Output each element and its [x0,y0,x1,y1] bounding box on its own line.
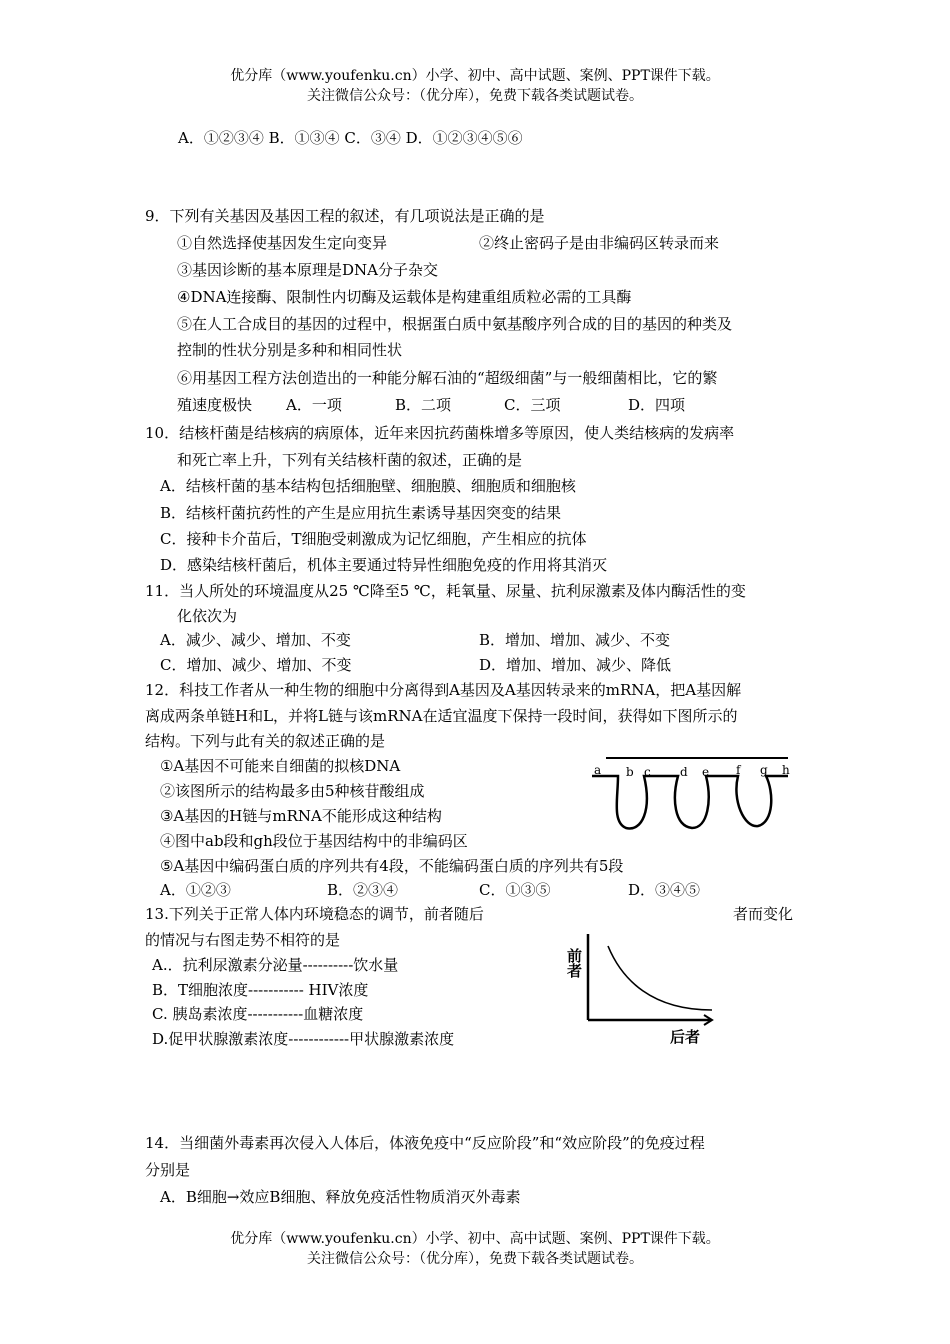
q13-stem-1b: 者而变化 [733,905,794,923]
q11-stem-2: 化依次为 [177,607,238,625]
figure-label-a: a [594,763,602,777]
q9-statement-1: ①自然选择使基因发生定向变异 [177,234,388,252]
q10-option-b: B．结核杆菌抗药性的产生是应用抗生素诱导基因突变的结果 [160,504,562,522]
q14-stem-1: 14．当细菌外毒素再次侵入人体后，体液免疫中“反应阶段”和“效应阶段”的免疫过程 [145,1134,705,1152]
q12-option-a: A．①②③ [160,881,231,899]
q9-statement-2: ②终止密码子是由非编码区转录而来 [479,234,720,252]
q9-stem: 9．下列有关基因及基因工程的叙述，有几项说法是正确的是 [145,207,545,225]
q9-statement-5b: 控制的性状分别是多种和相同性状 [177,341,403,359]
q10-option-a: A．结核杆菌的基本结构包括细胞壁、细胞膜、细胞质和细胞核 [160,477,576,495]
q10-stem-2: 和死亡率上升，下列有关结核杆菌的叙述，正确的是 [177,451,523,469]
q12-statement-3: ③A基因的H链与mRNA不能形成这种结构 [160,807,442,825]
q12-statement-4: ④图中ab段和gh段位于基因结构中的非编码区 [160,832,468,850]
q10-stem-1: 10．结核杆菌是结核病的病原体，近年来因抗药菌株增多等原因，使人类结核病的发病率 [145,424,735,442]
q9-statement-6b: 殖速度极快 [177,396,253,414]
q12-statement-1: ①A基因不可能来自细菌的拟核DNA [160,757,401,775]
q12-option-b: B．②③④ [327,881,399,899]
figure-label-f: f [736,763,741,777]
q9-option-a: A．一项 [286,396,342,414]
q13-stem-2: 的情况与右图走势不相符的是 [145,931,341,949]
graph-xlabel: 后者 [670,1028,701,1046]
graph-ylabel: 前者 [565,948,583,978]
q11-option-a: A．减少、减少、增加、不变 [160,631,351,649]
q9-option-d: D．四项 [628,396,686,414]
header-line-1: 优分库（www.youfenku.cn）小学、初中、高中试题、案例、PPT课件下载。 [230,68,720,84]
figure-label-h: h [782,763,790,777]
q12-statement-5: ⑤A基因中编码蛋白质的序列共有4段，不能编码蛋白质的序列共有5段 [160,857,624,875]
q9-statement-4: ④DNA连接酶、限制性内切酶及运载体是构建重组质粒必需的工具酶 [177,288,632,306]
q12-stem-1: 12．科技工作者从一种生物的细胞中分离得到A基因及A基因转录来的mRNA，把A基因解 [145,681,742,699]
q13-stem-1a: 13.下列关于正常人体内环境稳态的调节，前者随后 [145,905,484,923]
q11-stem-1: 11．当人所处的环境温度从25 ℃降至5 ℃，耗氧量、尿量、抗利尿激素及体内酶活性的变 [145,582,746,600]
q9-option-b: B．二项 [395,396,452,414]
footer-line-2: 关注微信公众号：（优分库），免费下载各类试题试卷。 [307,1251,643,1267]
figure-label-b: b [626,765,634,779]
q12-option-c: C．①③⑤ [479,881,551,899]
q12-statement-2: ②该图所示的结构最多由5种核苷酸组成 [160,782,425,800]
q14-stem-2: 分别是 [145,1161,191,1179]
figure-label-e: e [702,765,710,779]
figure-label-d: d [680,765,688,779]
q10-option-d: D．感染结核杆菌后，机体主要通过特异性细胞免疫的作用将其消灭 [160,556,608,574]
q9-statement-5a: ⑤在人工合成目的基因的过程中，根据蛋白质中氨基酸序列合成的目的基因的种类及 [177,315,733,333]
q12-stem-2: 离成两条单链H和L，并将L链与该mRNA在适宜温度下保持一段时间，获得如下图所示的 [145,707,738,725]
q9-statement-3: ③基因诊断的基本原理是DNA分子杂交 [177,261,438,279]
q13-option-c: C. 胰岛素浓度-----------血糖浓度 [152,1005,364,1023]
q12-stem-3: 结构。下列与此有关的叙述正确的是 [145,732,386,750]
footer-line-1: 优分库（www.youfenku.cn）小学、初中、高中试题、案例、PPT课件下载。 [230,1231,720,1247]
q10-option-c: C．接种卡介苗后，T细胞受刺激成为记忆细胞，产生相应的抗体 [160,530,587,548]
figure-label-g: g [760,763,768,777]
header-line-2: 关注微信公众号：（优分库），免费下载各类试题试卷。 [307,88,643,104]
q12-option-d: D．③④⑤ [628,881,701,899]
q9-option-c: C．三项 [504,396,561,414]
q11-option-c: C．增加、减少、增加、不变 [160,656,352,674]
q13-option-a: A.．抗利尿激素分泌量----------饮水量 [152,956,399,974]
q8-options: A．①②③④ B．①③④ C．③④ D．①②③④⑤⑥ [178,129,523,147]
q13-trend-graph [560,928,720,1048]
q11-option-d: D．增加、增加、减少、降低 [479,656,672,674]
q14-option-a: A．B细胞→效应B细胞、释放免疫活性物质消灭外毒素 [160,1188,521,1206]
q13-option-d: D.促甲状腺激素浓度------------甲状腺激素浓度 [152,1030,455,1048]
figure-label-c: c [644,765,651,779]
q13-option-b: B．T细胞浓度----------- HIV浓度 [152,981,369,999]
q9-statement-6a: ⑥用基因工程方法创造出的一种能分解石油的“超级细菌”与一般细菌相比，它的繁 [177,369,718,387]
q11-option-b: B．增加、增加、减少、不变 [479,631,671,649]
q12-hybrid-figure [588,748,800,838]
